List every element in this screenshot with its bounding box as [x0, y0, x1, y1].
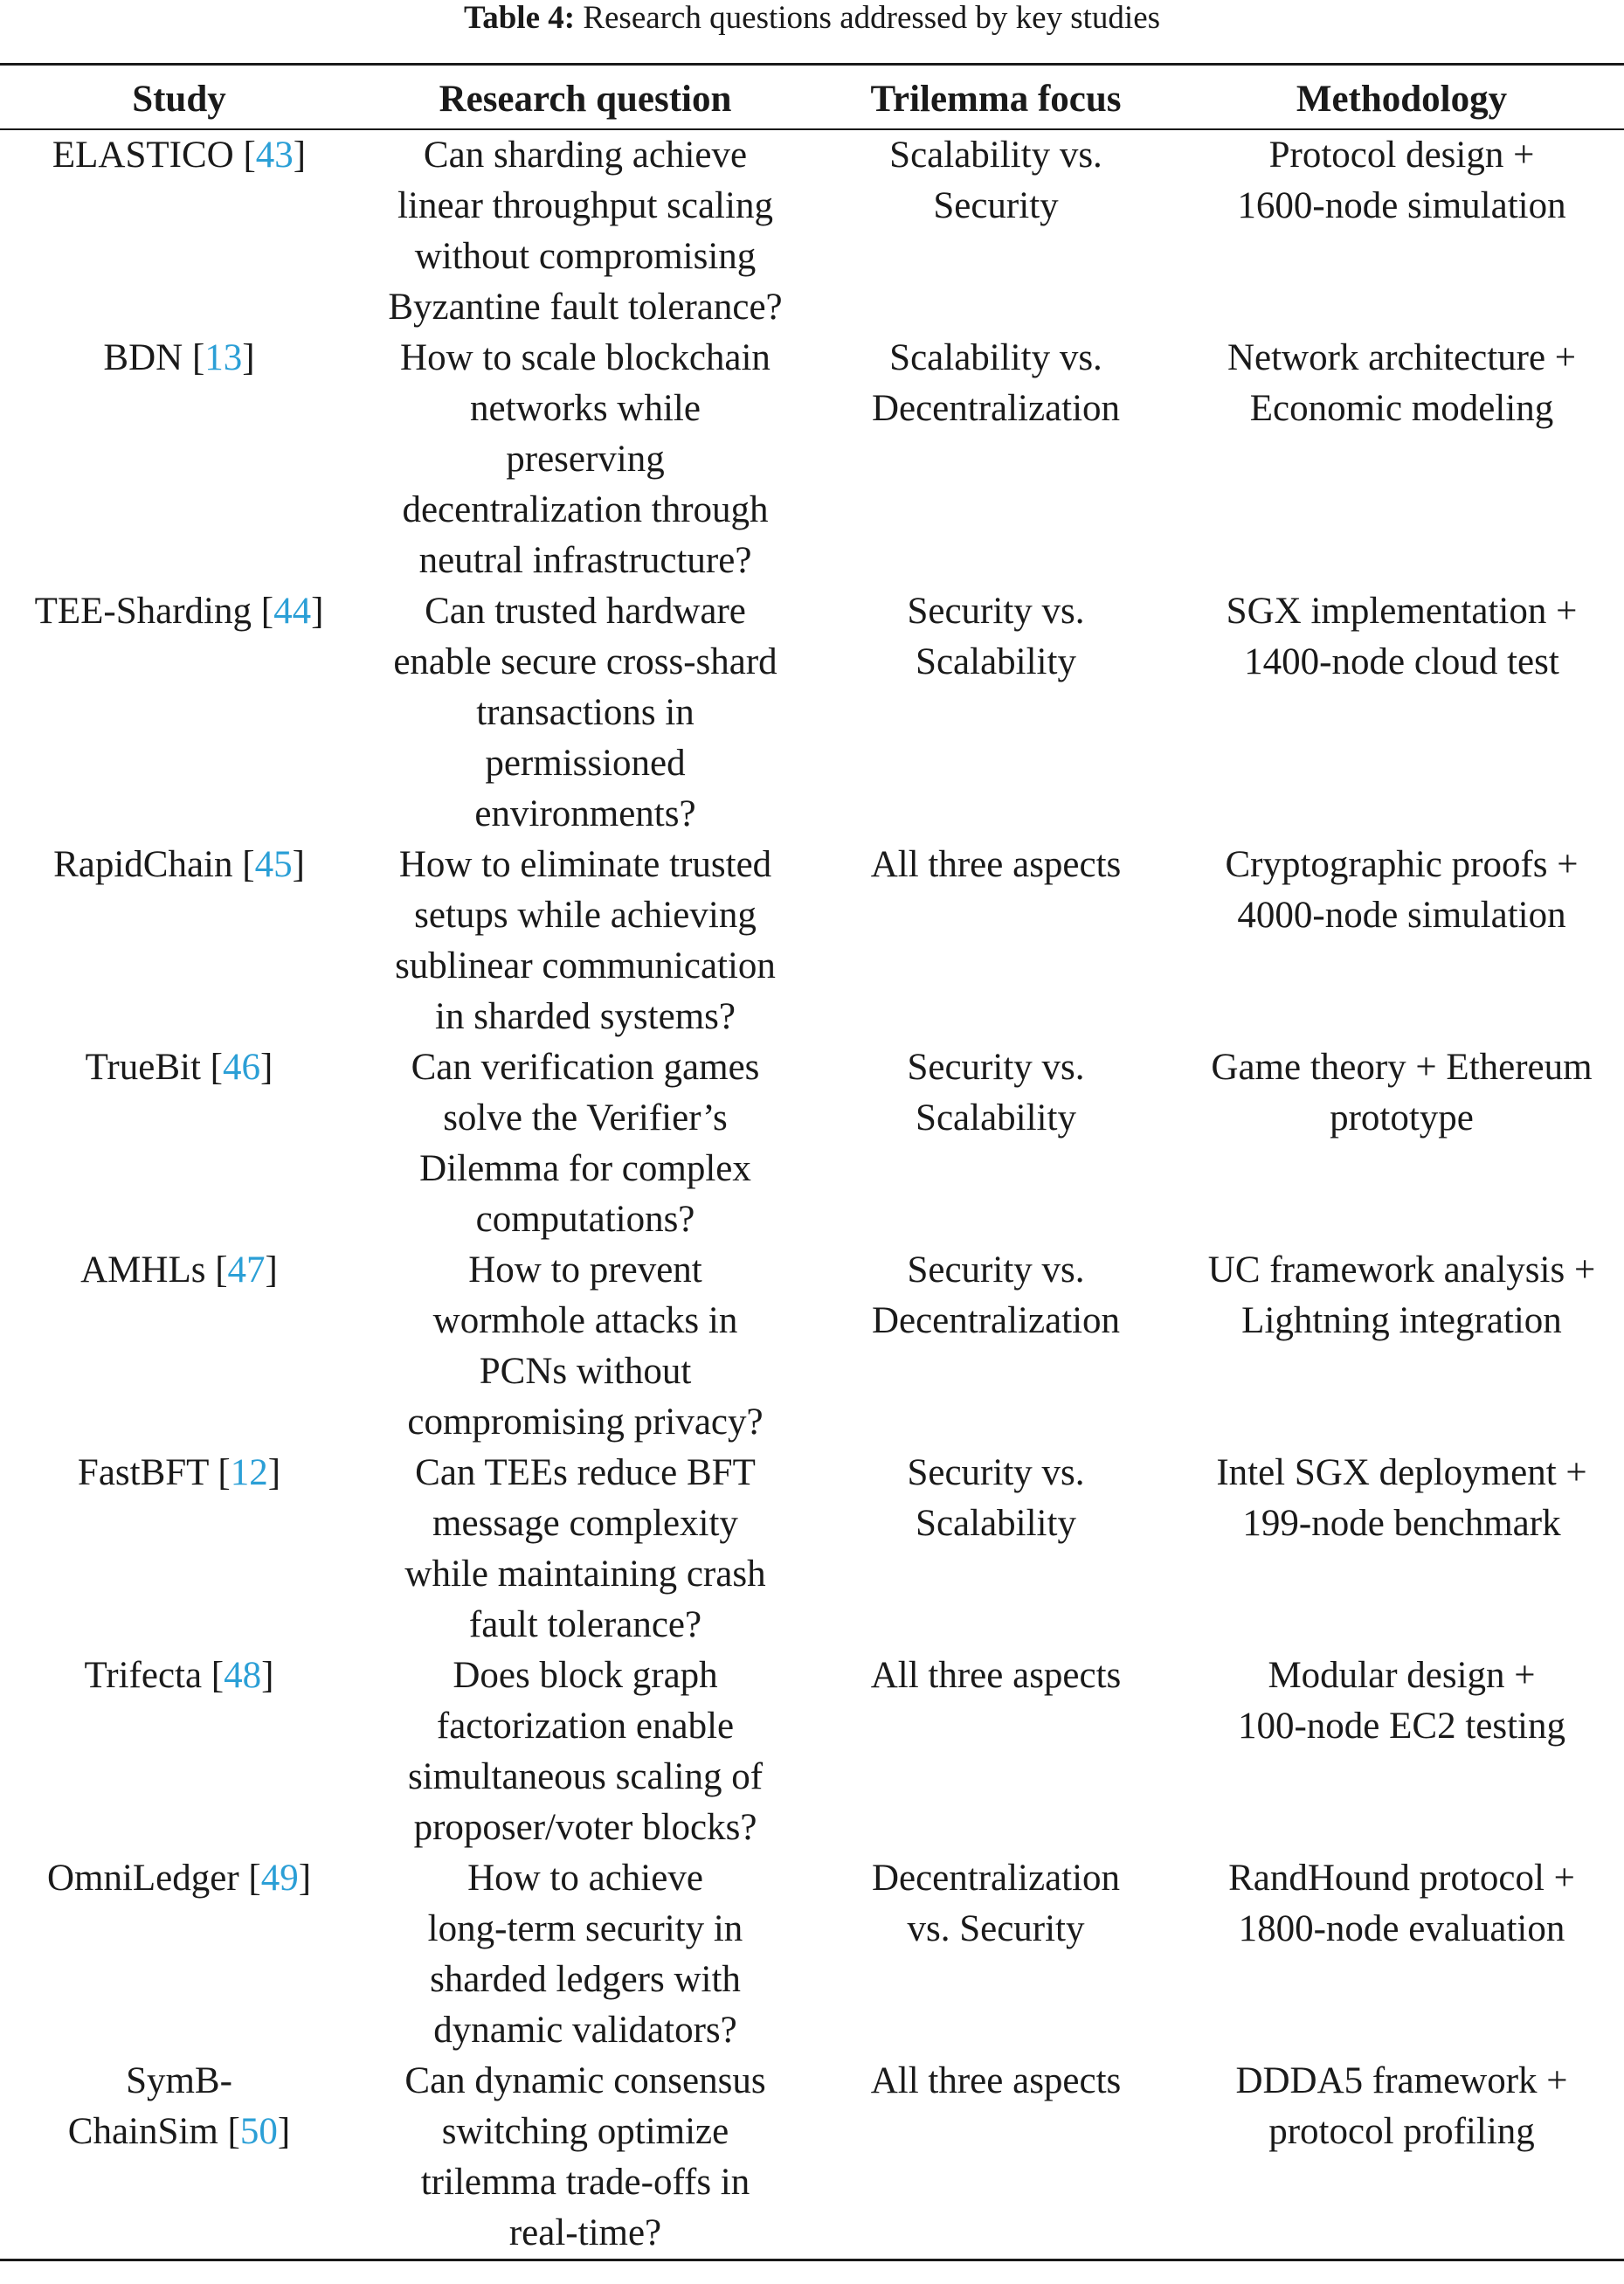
trilemma-focus-cell — [812, 840, 1179, 1042]
table-row — [0, 1853, 1624, 2056]
research-question-line: Can dynamic consensus — [404, 2060, 766, 2101]
header-study: Study — [0, 65, 358, 130]
trilemma-focus-line: Scalability — [916, 1503, 1076, 1544]
methodology-line: Intel SGX deployment + — [1216, 1452, 1587, 1493]
research-question-line: sublinear communication — [395, 945, 776, 986]
research-question-line: neutral infrastructure? — [418, 540, 752, 581]
research-question-line: Byzantine fault tolerance? — [388, 287, 783, 328]
research-question-line: enable secure cross-shard — [393, 641, 777, 682]
research-question-cell — [358, 586, 812, 840]
study-name: ELASTICO [ — [52, 135, 256, 176]
study-name: ] — [292, 844, 305, 885]
trilemma-focus-cell — [812, 333, 1179, 586]
research-question-line: while maintaining crash — [404, 1554, 766, 1595]
research-question-line: long-term security in — [427, 1908, 743, 1949]
research-question-line: solve the Verifier’s — [443, 1097, 728, 1139]
citation-link[interactable]: 12 — [230, 1452, 268, 1493]
header-methodology: Methodology — [1179, 65, 1624, 130]
trilemma-focus-line: Security vs. — [907, 1452, 1085, 1493]
trilemma-focus-cell — [812, 129, 1179, 333]
methodology-line: Modular design + — [1268, 1655, 1536, 1696]
research-question-line: networks while — [470, 388, 701, 429]
citation-link[interactable]: 49 — [260, 1858, 299, 1899]
citation-link[interactable]: 47 — [227, 1249, 266, 1291]
study-name: AMHLs [ — [80, 1249, 228, 1291]
research-question-cell — [358, 1245, 812, 1448]
study-cell — [0, 1853, 358, 2056]
methodology-line: SGX implementation + — [1226, 591, 1578, 632]
study-name: ] — [298, 1858, 312, 1899]
study-name: ] — [277, 2111, 291, 2152]
table-row — [0, 129, 1624, 333]
methodology-line: 4000-node simulation — [1237, 895, 1566, 936]
research-question-line: How to prevent — [468, 1249, 702, 1291]
research-question-line: Can TEEs reduce BFT — [415, 1452, 756, 1493]
study-cell — [0, 1448, 358, 1651]
trilemma-focus-cell — [812, 586, 1179, 840]
citation-link[interactable]: 46 — [222, 1047, 260, 1088]
research-question-cell — [358, 1448, 812, 1651]
header-trilemma-focus: Trilemma focus — [812, 65, 1179, 130]
study-cell — [0, 333, 358, 586]
research-question-line: PCNs without — [479, 1351, 692, 1392]
research-question-cell — [358, 333, 812, 586]
trilemma-focus-cell — [812, 1651, 1179, 1853]
header-research-question: Research question — [358, 65, 812, 130]
methodology-cell — [1179, 1448, 1624, 1651]
table-row — [0, 1042, 1624, 1245]
study-name: ] — [259, 1047, 273, 1088]
trilemma-focus-line: vs. Security — [907, 1908, 1085, 1949]
citation-link[interactable]: 48 — [224, 1655, 262, 1696]
table-body — [0, 129, 1624, 2260]
methodology-cell — [1179, 586, 1624, 840]
methodology-line: Protocol design + — [1268, 135, 1535, 176]
study-name: RapidChain [ — [53, 844, 255, 885]
study-name: ] — [242, 337, 255, 378]
trilemma-focus-line: Security — [933, 185, 1059, 226]
methodology-cell — [1179, 129, 1624, 333]
trilemma-focus-line: All three aspects — [870, 1655, 1122, 1696]
study-cell — [0, 840, 358, 1042]
methodology-cell — [1179, 1042, 1624, 1245]
trilemma-focus-cell — [812, 2056, 1179, 2260]
trilemma-focus-line: Scalability vs. — [889, 337, 1102, 378]
research-question-line: switching optimize — [441, 2111, 729, 2152]
study-name: ] — [261, 1655, 274, 1696]
trilemma-focus-line: All three aspects — [870, 844, 1122, 885]
citation-link[interactable]: 50 — [239, 2111, 278, 2152]
research-question-line: Does block graph — [453, 1655, 718, 1696]
methodology-line: RandHound protocol + — [1228, 1858, 1575, 1899]
caption-label: Table 4: — [463, 0, 576, 36]
research-question-line: trilemma trade-offs in — [420, 2162, 750, 2203]
research-question-cell — [358, 1042, 812, 1245]
study-name: BDN [ — [103, 337, 205, 378]
methodology-line: Game theory + Ethereum — [1211, 1047, 1593, 1088]
trilemma-focus-line: Decentralization — [871, 1858, 1121, 1899]
caption-text: Research questions addressed by key studies — [583, 0, 1161, 36]
study-name: ] — [267, 1452, 281, 1493]
trilemma-focus-cell — [812, 1245, 1179, 1448]
methodology-line: Network architecture + — [1227, 337, 1577, 378]
study-cell — [0, 1245, 358, 1448]
research-question-line: factorization enable — [436, 1706, 735, 1747]
study-name: ] — [265, 1249, 278, 1291]
research-question-line: Can trusted hardware — [425, 591, 746, 632]
methodology-line: 1400-node cloud test — [1244, 641, 1559, 682]
trilemma-focus-line: Security vs. — [907, 1249, 1085, 1291]
study-name: Trifecta [ — [84, 1655, 225, 1696]
research-question-line: permissioned — [485, 743, 686, 784]
methodology-cell — [1179, 1245, 1624, 1448]
methodology-line: Lightning integration — [1241, 1300, 1562, 1341]
citation-link[interactable]: 44 — [273, 591, 312, 632]
table-row — [0, 1651, 1624, 1853]
study-name: ] — [293, 135, 307, 176]
research-question-line: How to scale blockchain — [400, 337, 771, 378]
research-question-cell — [358, 1853, 812, 2056]
research-question-cell — [358, 1651, 812, 1853]
table-caption — [0, 0, 1624, 37]
research-question-line: transactions in — [476, 692, 695, 733]
research-question-line: real-time? — [508, 2212, 662, 2253]
study-name: FastBFT [ — [77, 1452, 231, 1493]
citation-link[interactable]: 43 — [255, 135, 294, 176]
research-question-line: environments? — [474, 793, 696, 834]
table-row — [0, 2056, 1624, 2260]
table-row — [0, 1245, 1624, 1448]
study-name: SymB- — [126, 2060, 232, 2101]
methodology-line: 199-node benchmark — [1242, 1503, 1561, 1544]
research-question-line: Can sharding achieve — [423, 135, 748, 176]
methodology-line: Economic modeling — [1249, 388, 1554, 429]
methodology-cell — [1179, 333, 1624, 586]
research-question-line: decentralization through — [402, 489, 769, 530]
trilemma-focus-line: Scalability — [916, 1097, 1076, 1139]
research-question-line: setups while achieving — [414, 895, 757, 936]
research-questions-table — [0, 63, 1624, 2261]
methodology-cell — [1179, 1651, 1624, 1853]
research-question-line: simultaneous scaling of — [407, 1756, 764, 1797]
citation-link[interactable]: 13 — [204, 337, 243, 378]
research-question-line: compromising privacy? — [407, 1402, 764, 1443]
trilemma-focus-cell — [812, 1853, 1179, 2056]
methodology-cell — [1179, 840, 1624, 1042]
research-question-cell — [358, 840, 812, 1042]
research-question-line: linear throughput scaling — [397, 185, 773, 226]
research-question-line: proposer/voter blocks? — [413, 1807, 757, 1848]
study-cell — [0, 2056, 358, 2260]
research-question-line: Dilemma for complex — [419, 1148, 751, 1189]
methodology-cell — [1179, 1853, 1624, 2056]
research-question-line: Can verification games — [411, 1047, 760, 1088]
trilemma-focus-line: Decentralization — [871, 1300, 1121, 1341]
study-cell — [0, 1651, 358, 1853]
trilemma-focus-cell — [812, 1042, 1179, 1245]
trilemma-focus-line: Decentralization — [871, 388, 1121, 429]
study-cell — [0, 129, 358, 333]
table-row — [0, 840, 1624, 1042]
study-name: ChainSim [ — [67, 2111, 240, 2152]
research-question-cell — [358, 129, 812, 333]
methodology-line: 1600-node simulation — [1237, 185, 1566, 226]
study-name: ] — [311, 591, 324, 632]
methodology-line: DDDA5 framework + — [1235, 2060, 1568, 2101]
research-question-line: message complexity — [432, 1503, 738, 1544]
research-question-line: How to achieve — [467, 1858, 703, 1899]
research-question-line: preserving — [506, 439, 665, 480]
trilemma-focus-line: All three aspects — [870, 2060, 1122, 2101]
research-question-line: How to eliminate trusted — [398, 844, 772, 885]
research-question-line: in sharded systems? — [435, 996, 736, 1037]
study-name: TEE-Sharding [ — [34, 591, 274, 632]
methodology-cell — [1179, 2056, 1624, 2260]
table-row — [0, 333, 1624, 586]
methodology-line: protocol profiling — [1268, 2111, 1535, 2152]
trilemma-focus-line: Security vs. — [907, 591, 1085, 632]
research-question-line: fault tolerance? — [468, 1604, 702, 1645]
research-question-line: sharded ledgers with — [430, 1959, 741, 2000]
research-question-line: dynamic validators? — [433, 2010, 737, 2051]
methodology-line: 100-node EC2 testing — [1237, 1706, 1565, 1747]
study-name: TrueBit [ — [85, 1047, 223, 1088]
trilemma-focus-line: Security vs. — [907, 1047, 1085, 1088]
research-question-line: wormhole attacks in — [432, 1300, 738, 1341]
methodology-line: Cryptographic proofs + — [1225, 844, 1579, 885]
trilemma-focus-line: Scalability vs. — [889, 135, 1102, 176]
table-header-row — [0, 65, 1624, 130]
table-row — [0, 1448, 1624, 1651]
trilemma-focus-line: Scalability — [916, 641, 1076, 682]
methodology-line: UC framework analysis + — [1207, 1249, 1596, 1291]
table-row — [0, 586, 1624, 840]
study-name: OmniLedger [ — [46, 1858, 261, 1899]
study-cell — [0, 586, 358, 840]
study-cell — [0, 1042, 358, 1245]
research-question-cell — [358, 2056, 812, 2260]
research-question-line: without compromising — [414, 236, 757, 277]
research-question-line: computations? — [475, 1199, 695, 1240]
methodology-line: 1800-node evaluation — [1238, 1908, 1565, 1949]
citation-link[interactable]: 45 — [254, 844, 293, 885]
methodology-line: prototype — [1330, 1097, 1474, 1139]
trilemma-focus-cell — [812, 1448, 1179, 1651]
